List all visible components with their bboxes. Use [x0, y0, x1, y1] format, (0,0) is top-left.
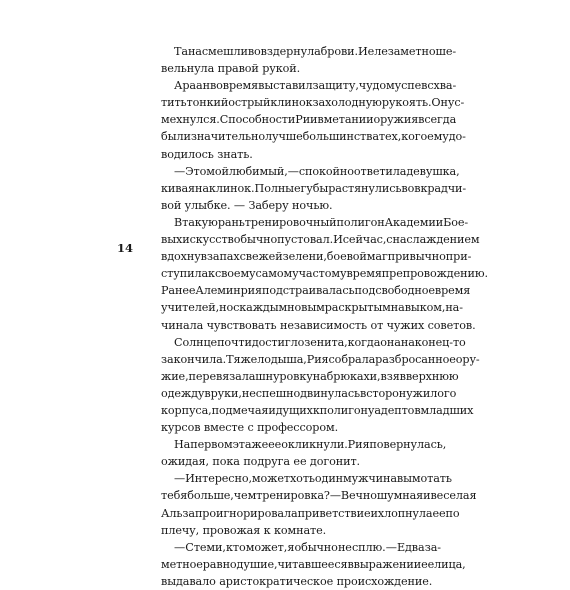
- text-line: корпуса, подмечая идущих к полигону адептов младших: [161, 403, 474, 417]
- text-line: закончила. Тяжело дыша, Рия собрала разбросанное ору-: [161, 352, 480, 366]
- text-line: Араан вовремя выставил защиту, чудом успев схва-: [174, 79, 457, 93]
- text-line: чинала чувствовать независимость от чужих советов.: [161, 318, 476, 332]
- text-line: вельнула правой рукой.: [161, 62, 301, 76]
- text-line: Альза проигнорировала приветствие и хлопнула ее по: [161, 506, 460, 520]
- text-line: плечу, провожая к комнате.: [161, 523, 327, 537]
- text-line: вдохнув запах свежей зелени, боевой маг привычно при-: [161, 250, 472, 264]
- text-line: мехнулся. Способности Рии в метании оружия всегда: [161, 113, 457, 127]
- text-line: — С теми, кто может, я обычно не сплю. — Едва за-: [174, 540, 441, 554]
- text-line: выдавало аристократическое происхождение.: [161, 574, 433, 588]
- text-line: Ранее Алеминрия подстраивалась под свободное время: [161, 284, 471, 298]
- text-line: были значительно лучше большинства тех, кого ему до-: [161, 130, 466, 144]
- text-line: водилось знать.: [161, 147, 253, 161]
- text-line: — Интересно, может хоть один мужчина вымотать: [174, 472, 452, 486]
- page-number: 14: [117, 241, 134, 255]
- text-line: Та насмешливо вздернула брови. И еле заметно ше-: [174, 45, 457, 58]
- text-line: — Это мой любимый, — спокойно ответила девушка,: [174, 164, 460, 178]
- text-line: одежду в руки, неспешно двинулась в сторону жилого: [161, 386, 457, 400]
- text-line: ступила к своему самому частому времяпрепровождению.: [161, 267, 488, 281]
- text-line: вых искусств обычно пустовал. И сейчас, с наслаждением: [161, 233, 480, 247]
- text-line: тить тонкий острый клинок за холодную рукоять. Он ус-: [161, 96, 465, 110]
- text-line: На первом этаже ее окликнули. Рия повернулась,: [174, 438, 447, 452]
- text-line: кивая на клинок. Полные губы растянулись во вкрадчи-: [161, 181, 467, 195]
- body-text: [161, 43, 488, 590]
- text-line: жие, перевязала шнуровку на брюках и, взяв верхнюю: [161, 369, 459, 383]
- text-line: учителей, но с каждым новым раскрытым навыком, на-: [161, 301, 463, 315]
- text-line: метное равнодушие, читавшееся в выражении ее лица,: [161, 557, 466, 571]
- text-line: курсов вместе с профессором.: [161, 421, 339, 435]
- text-line: ожидая, пока подруга ее догонит.: [161, 455, 361, 469]
- text-line: тебя больше, чем тренировка? — Вечно шумная и веселая: [161, 489, 477, 503]
- text-line: В такую рань тренировочный полигон Академии Бое-: [174, 215, 469, 229]
- text-line: Солнце почти достигло зенита, когда она наконец-то: [174, 335, 466, 349]
- text-line: вой улыбке. — Заберу ночью.: [161, 198, 333, 212]
